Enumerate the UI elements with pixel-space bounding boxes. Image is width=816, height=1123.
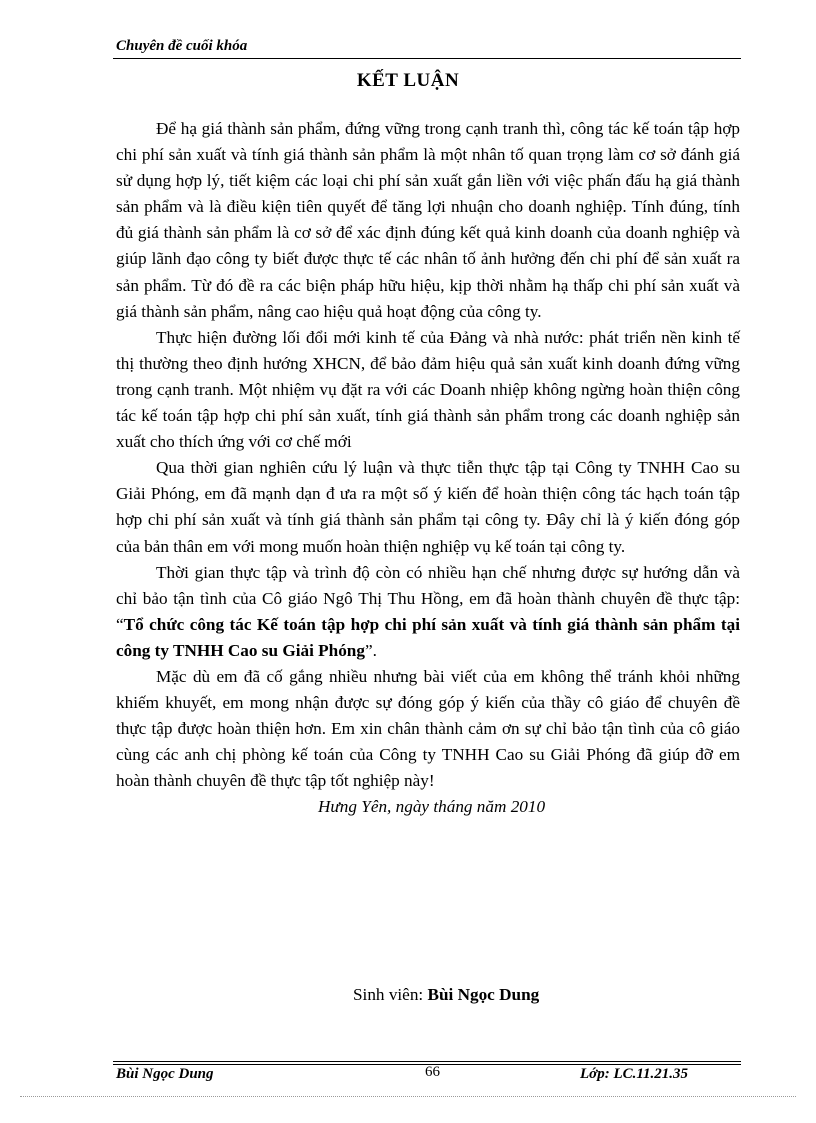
paragraph-4-text: Thời gian thực tập và trình độ còn có nhiều hạn chế nhưng được sự hướng dẫn và chỉ bảo tận tình của Cô giáo Ngô Thị Thu Hồng, em đã hoàn thành chuyên đề thực tập: “	[116, 562, 740, 634]
paragraph-3: Qua thời gian nghiên cứu lý luận và thực tiễn thực tập tại Công ty TNHH Cao su Giải Phóng, em đã mạnh dạn đ ưa ra một số ý kiến để hoàn thiện công tác hạch toán tập hợp chi phí sản xuất và tính giá thành sản phẩm tại công ty. Đây chỉ là ý kiến đóng góp của bản thân em với mong muốn hoàn thiện nghiệp vụ kế toán tại công ty.	[116, 458, 740, 556]
signature-name: Bùi Ngọc Dung	[427, 985, 540, 1004]
paragraph-1: Để hạ giá thành sản phẩm, đứng vững trong cạnh tranh thì, công tác kế toán tập hợp chi phí sản xuất và tính giá thành sản phẩm là một nhân tố quan trọng làm cơ sở đánh giá sử dụng hợp lý, tiết kiệm các loại chi phí sản xuất gắn liền với việc phấn đấu hạ giá thành sản phẩm và là điều kiện tiên quyết để tăng lợi nhuận cho doanh nghiệp. Tính đúng, tính đủ giá thành sản phẩm là cơ sở để xác định đúng kết quả kinh doanh của doanh nghiệp và giúp lãnh đạo công ty biết được thực tế các nhân tố ảnh hưởng đến chi phí để sản xuất ra sản phẩm. Từ đó đề ra các biện pháp hữu hiệu, kịp thời nhằm hạ thấp chi phí sản xuất và giá thành sản phẩm, nâng cao hiệu quả hoạt động của công ty.	[116, 119, 740, 321]
thesis-title: Tổ chức công tác Kế toán tập hợp chi phí sản xuất và tính giá thành sản phẩm tại công ty TNHH Cao su Giải Phóng	[116, 614, 740, 660]
page-bottom-border	[20, 1096, 796, 1097]
footer-divider-top	[113, 1061, 741, 1062]
header-divider	[113, 58, 741, 59]
signature-block	[353, 985, 539, 1005]
footer-class: Lớp: LC.11.21.35	[580, 1066, 689, 1082]
page-title: KẾT LUẬN	[356, 70, 460, 91]
signature-label: Sinh viên:	[353, 985, 424, 1004]
page-number: 66	[425, 1064, 440, 1080]
paragraph-2: Thực hiện đường lối đổi mới kinh tế của Đảng và nhà nước: phát triển nền kinh tế thị thường theo định hướng XHCN, để bảo đảm hiệu quả sản xuất kinh doanh đứng vững trong cạnh tranh. Một nhiệm vụ đặt ra với các Doanh nhiệp không ngừng hoàn thiện công tác kế toán tập hợp chi phí sản xuất, tính giá thành sản phẩm trong các doanh nghiệp sản xuất cho thích ứng với cơ chế mới	[116, 327, 740, 452]
conclusion-body	[116, 116, 740, 821]
paragraph-4	[116, 560, 740, 664]
footer-author: Bùi Ngọc Dung	[116, 1066, 214, 1082]
running-header: Chuyên đề cuối khóa	[116, 38, 248, 54]
paragraph-4-end: ”.	[364, 640, 377, 660]
date-line: Hưng Yên, ngày tháng năm 2010	[318, 797, 546, 817]
paragraph-5: Mặc dù em đã cố gắng nhiều nhưng bài viết của em không thể tránh khỏi những khiếm khuyết, em mong nhận được sự đóng góp ý kiến của thầy cô giáo để chuyên đề thực tập được hoàn thiện hơn. Em xin chân thành cảm ơn sự chỉ bảo tận tình của cô giáo cùng các anh chị phòng kế toán của Công ty TNHH Cao su Giải Phóng đã giúp đỡ em hoàn thành chuyên đề thực tập tốt nghiệp này!	[116, 666, 740, 791]
